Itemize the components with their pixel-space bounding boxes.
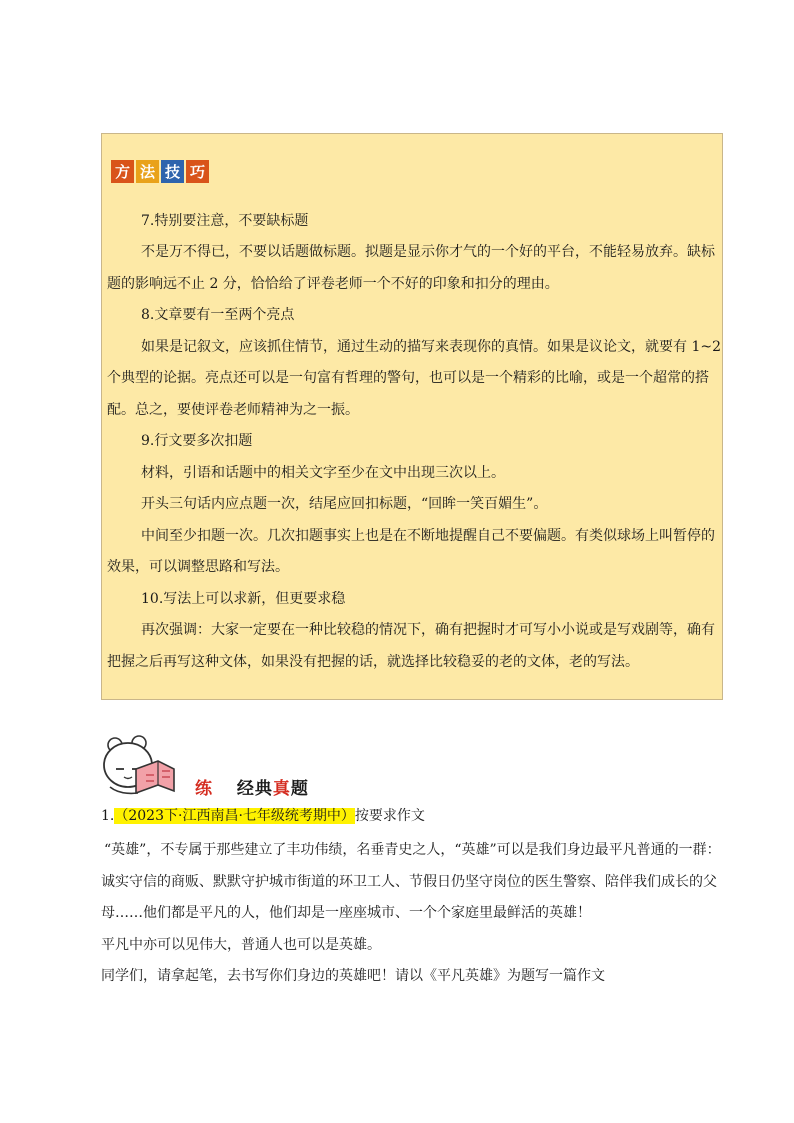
tip-heading-10: 10.写法上可以求新，但更要求稳 <box>141 591 346 607</box>
tip-paragraph: 效果，可以调整思路和写法。 <box>107 559 289 575</box>
tip-paragraph: 不是万不得已，不要以话题做标题。拟题是显示你才气的一个好的平台，不能轻易放弃。缺标 <box>141 244 715 260</box>
prompt-paragraph: “英雄”，不专属于那些建立了丰功伟绩，名垂青史之人，“英雄”可以是我们身边最平凡普通的一群： <box>104 842 721 858</box>
prompt-paragraph: 诚实守信的商贩、默默守护城市街道的环卫工人、节假日仍坚守岗位的医生警察、陪伴我们成长的父 <box>101 874 717 890</box>
tip-paragraph: 题的影响远不止 2 分，恰恰给了评卷老师一个不好的印象和扣分的理由。 <box>107 276 559 292</box>
tip-paragraph: 个典型的论据。亮点还可以是一句富有哲理的警句，也可以是一个精彩的比喻，或是一个超常的搭 <box>107 370 709 386</box>
prompt-paragraph: 同学们，请拿起笔，去书写你们身边的英雄吧！请以《平凡英雄》为题写一篇作文 <box>101 968 605 984</box>
tip-paragraph: 再次强调：大家一定要在一种比较稳的情况下，确有把握时才可写小小说或是写戏剧等，确有 <box>141 622 715 638</box>
prompt-paragraph: 母……他们都是平凡的人，他们却是一座座城市、一个个家庭里最鲜活的英雄！ <box>101 905 591 921</box>
badge-char: 方 <box>111 160 134 183</box>
question-number: 1. <box>101 808 115 824</box>
badge-char: 巧 <box>186 160 209 183</box>
method-tips-badge <box>111 160 209 183</box>
tip-paragraph: 配。总之，要使评卷老师精神为之一振。 <box>107 402 359 418</box>
question-instruction: 按要求作文 <box>354 808 425 824</box>
section-title-question: 题 <box>290 779 309 799</box>
tip-paragraph: 如果是记叙文，应该抓住情节，通过生动的描写来表现你的真情。如果是议论文，就要有 1~2 <box>141 339 721 355</box>
badge-char: 法 <box>136 160 159 183</box>
section-title-real: 真 <box>272 779 291 799</box>
section-title <box>195 774 309 799</box>
prompt-paragraph: 平凡中亦可以见伟大，普通人也可以是英雄。 <box>101 937 381 953</box>
section-title-classic: 经典 <box>236 779 273 799</box>
tip-heading-9: 9.行文要多次扣题 <box>141 433 253 449</box>
tip-paragraph: 中间至少扣题一次。几次扣题事实上也是在不断地提醒自己不要偏题。有类似球场上叫暂停的 <box>141 528 715 544</box>
badge-char: 技 <box>161 160 184 183</box>
tip-paragraph: 材料，引语和话题中的相关文字至少在文中出现三次以上。 <box>141 465 505 481</box>
method-tips-box <box>101 133 723 700</box>
question-header <box>101 806 425 826</box>
tip-paragraph: 开头三句话内应点题一次，结尾应回扣标题，“回眸一笑百媚生”。 <box>141 496 548 512</box>
tip-paragraph: 把握之后再写这种文体，如果没有把握的话，就选择比较稳妥的老的文体，老的写法。 <box>107 654 639 670</box>
section-title-practice: 练 <box>195 779 213 799</box>
reading-bear-mascot-icon <box>102 735 180 797</box>
question-source-highlight: （2023下·江西南昌·七年级统考期中） <box>114 808 355 824</box>
tip-heading-8: 8.文章要有一至两个亮点 <box>141 307 295 323</box>
tip-heading-7: 7.特别要注意，不要缺标题 <box>141 213 309 229</box>
